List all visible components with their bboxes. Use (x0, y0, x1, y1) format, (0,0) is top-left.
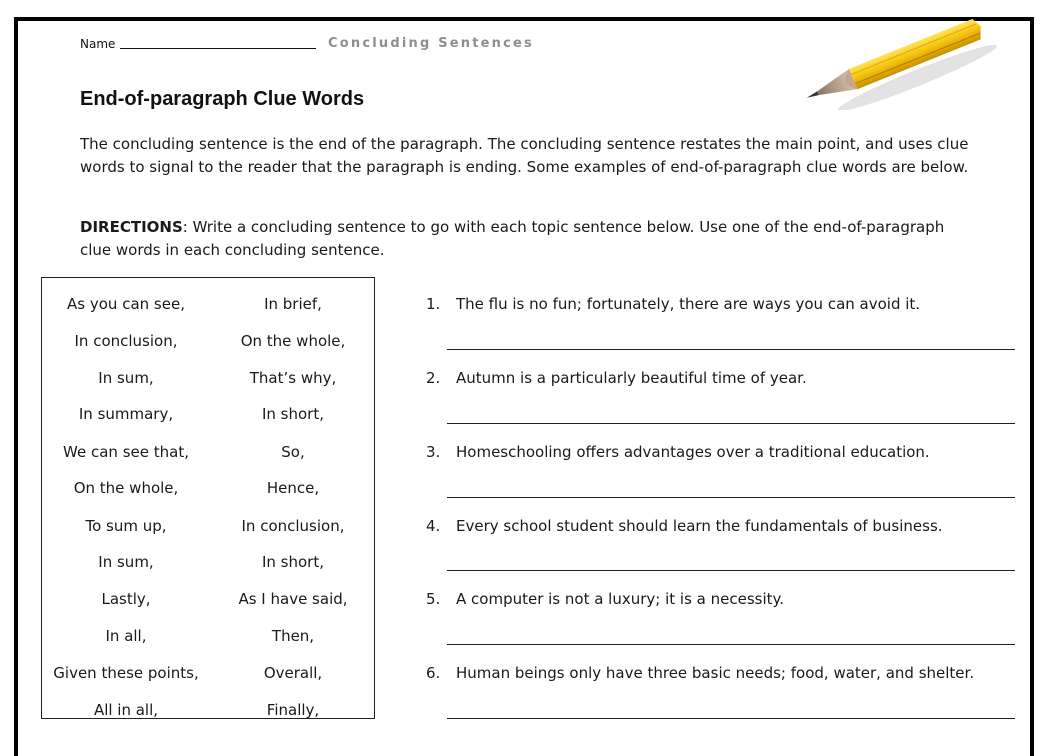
question-number: 3. (426, 443, 441, 461)
question-text: Autumn is a particularly beautiful time of year. (456, 369, 807, 387)
pencil-icon (798, 14, 998, 110)
clue-word: On the whole, (240, 332, 346, 350)
question-number: 2. (426, 369, 441, 387)
question-number: 6. (426, 664, 441, 682)
clue-row (42, 369, 376, 391)
clue-word: In short, (261, 553, 324, 571)
clue-word: In brief, (264, 295, 322, 313)
clue-word: All in all, (93, 701, 159, 719)
clue-word: In short, (261, 405, 324, 423)
clue-row (42, 517, 376, 539)
clue-word: In conclusion, (241, 517, 345, 535)
question-number: 1. (426, 295, 441, 313)
clue-word: In conclusion, (74, 332, 178, 350)
question-text: A computer is not a luxury; it is a necessity. (456, 590, 785, 608)
answer-line-5[interactable] (447, 644, 1015, 645)
question-text: Human beings only have three basic needs; food, water, and shelter. (456, 664, 975, 682)
clue-word: To sum up, (85, 517, 167, 535)
clue-row (42, 701, 376, 723)
intro-paragraph: The concluding sentence is the end of the paragraph. The concluding sentence restates the main point, and uses clue words to signal to the reader that the paragraph is ending. Some examples of end-of-paragraph clue words are below. (80, 135, 969, 176)
clue-row (42, 332, 376, 354)
page-border-left (14, 17, 18, 756)
clue-word: As you can see, (67, 295, 185, 313)
clue-words-box (41, 277, 375, 719)
clue-word: Given these points, (53, 664, 199, 682)
worksheet-header-title: Concluding Sentences (328, 36, 534, 51)
clue-word: In sum, (98, 553, 154, 571)
clue-row (42, 443, 376, 465)
question-number: 5. (426, 590, 441, 608)
clue-word: In sum, (98, 369, 154, 387)
clue-row (42, 295, 376, 317)
directions-paragraph (80, 216, 950, 262)
clue-word: In all, (105, 627, 147, 645)
clue-word: We can see that, (63, 443, 189, 461)
clue-row (42, 627, 376, 649)
clue-word: Hence, (266, 479, 320, 497)
question-text: The flu is no fun; fortunately, there are ways you can avoid it. (456, 295, 921, 313)
clue-row (42, 479, 376, 501)
clue-row (42, 405, 376, 427)
answer-line-2[interactable] (447, 423, 1015, 424)
question-1 (426, 295, 920, 313)
clue-word: Lastly, (101, 590, 151, 608)
clue-row (42, 664, 376, 686)
page-title: End-of-paragraph Clue Words (80, 88, 365, 110)
clue-word: Then, (271, 627, 315, 645)
question-text: Homeschooling offers advantages over a traditional education. (456, 443, 930, 461)
answer-line-3[interactable] (447, 497, 1015, 498)
clue-row (42, 590, 376, 612)
answer-line-1[interactable] (447, 349, 1015, 350)
answer-line-4[interactable] (447, 570, 1015, 571)
directions-label: DIRECTIONS (80, 218, 183, 236)
clue-row (42, 553, 376, 575)
clue-word: As I have said, (238, 590, 348, 608)
question-4 (426, 517, 943, 535)
question-2 (426, 369, 807, 387)
name-field-line[interactable] (120, 48, 316, 49)
question-text: Every school student should learn the fundamentals of business. (456, 517, 943, 535)
clue-word: In summary, (78, 405, 174, 423)
question-number: 4. (426, 517, 441, 535)
question-3 (426, 443, 930, 461)
clue-word: So, (281, 443, 305, 461)
question-6 (426, 664, 974, 682)
name-label: Name (80, 37, 116, 51)
answer-line-6[interactable] (447, 718, 1015, 719)
directions-text: : Write a concluding sentence to go with each topic sentence below. Use one of the end-of-paragraph clue words in each concluding sentence. (80, 218, 945, 259)
clue-word: Overall, (263, 664, 323, 682)
question-5 (426, 590, 784, 608)
clue-word: Finally, (266, 701, 320, 719)
clue-word: That’s why, (249, 369, 337, 387)
clue-word: On the whole, (73, 479, 179, 497)
page-border-right (1030, 17, 1034, 756)
